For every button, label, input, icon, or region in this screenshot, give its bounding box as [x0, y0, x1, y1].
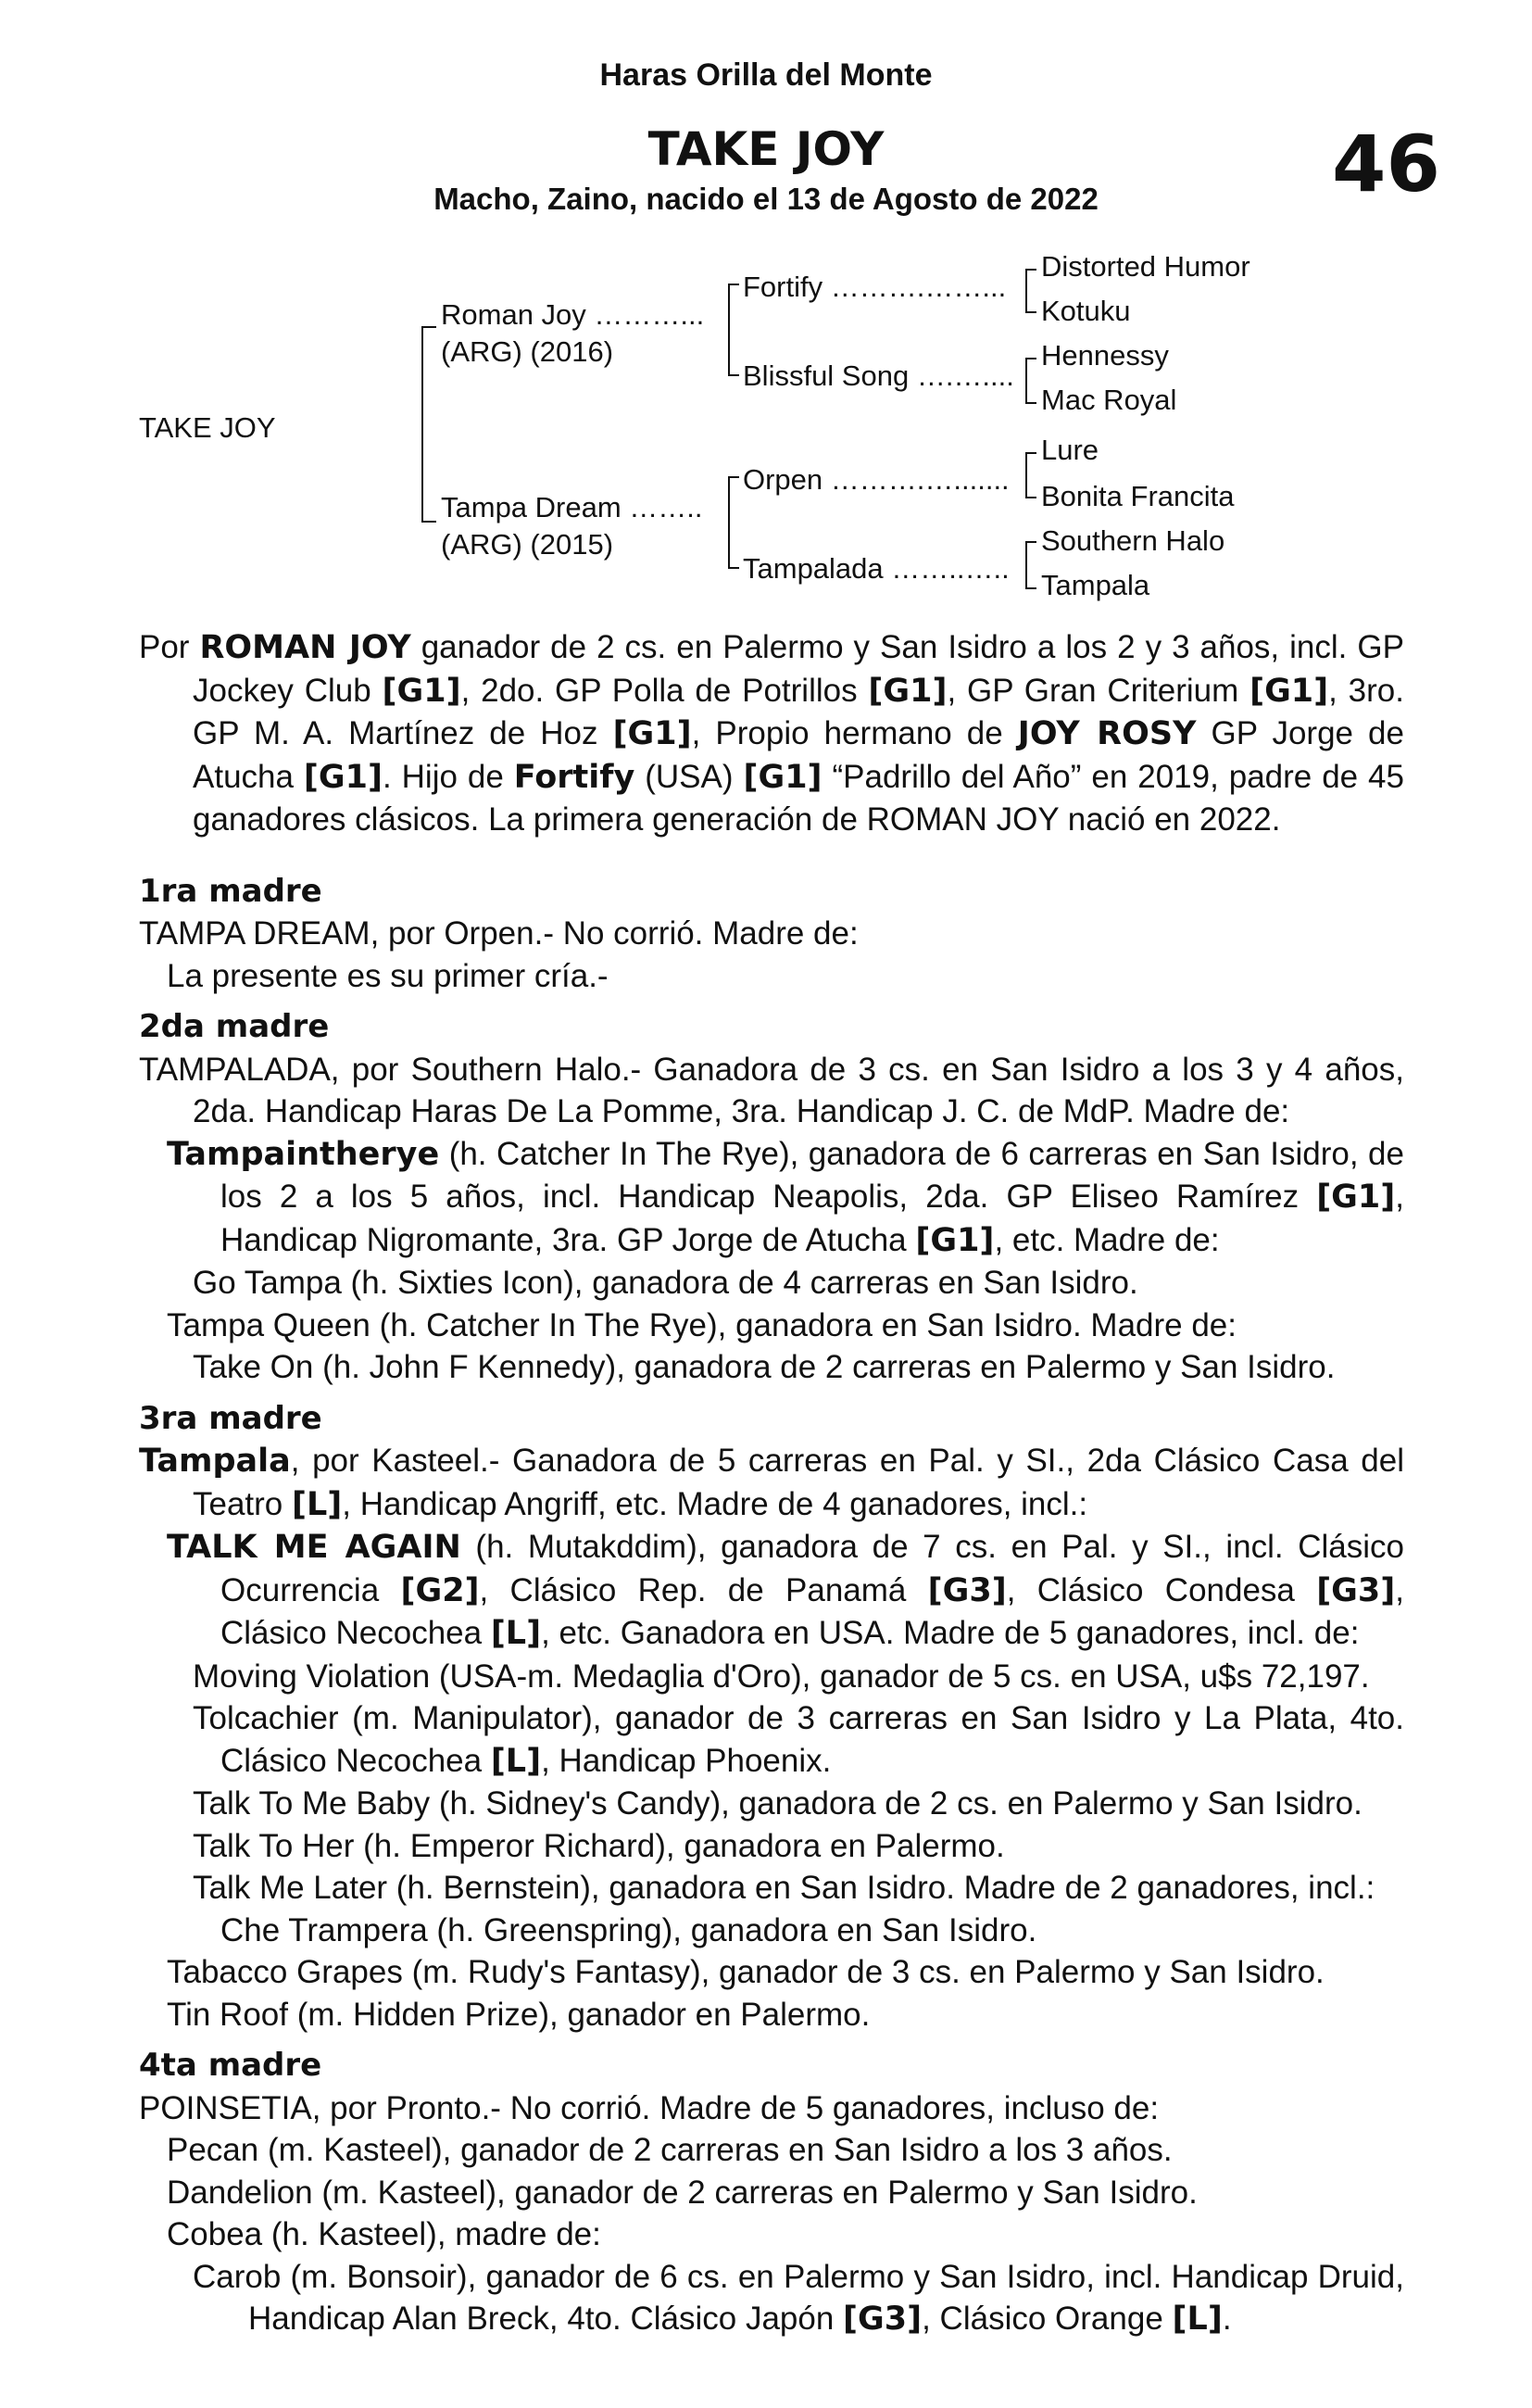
- pedigree-ddd: Tampala: [1041, 569, 1150, 601]
- text-line: La presente es su primer cría.-: [167, 957, 609, 994]
- text-line: Tampa Queen (h. Catcher In The Rye), ganadora en San Isidro. Madre de:: [167, 1306, 1237, 1343]
- text-line: Cobea (h. Kasteel), madre de:: [167, 2216, 601, 2252]
- pedigree-dam-sire: Orpen ……….….......: [743, 463, 1010, 496]
- pedigree-sire: Roman Joy ………...: [441, 298, 705, 331]
- catalog-text: [139, 626, 1404, 2341]
- pedigree-sds: Hennessy: [1041, 339, 1169, 372]
- text-line: Tabacco Grapes (m. Rudy's Fantasy), ganador de 3 cs. en Palermo y San Isidro.: [167, 1954, 1325, 1990]
- text-line: Tolcachier (m. Manipulator), ganador de 3 carreras en San Isidro y La Plata, 4to. Clásico Necochea [L], Handicap Phoenix.: [193, 1700, 1404, 1780]
- text-line: TAMPALADA, por Southern Halo.- Ganadora de 3 cs. en San Isidro a los 3 y 4 años, 2da. Handicap Haras De La Pomme, 3ra. Handicap J. C. de MdP. Madre de:: [139, 1051, 1404, 1129]
- horse-subtitle: Macho, Zaino, nacido el 13 de Agosto de 2022: [433, 182, 1099, 216]
- pedigree-dds: Southern Halo: [1041, 524, 1225, 557]
- section-heading-2da-madre: 2da madre: [139, 1008, 330, 1045]
- pedigree-dam-dam: Tampalada ……..…..: [743, 552, 1010, 585]
- section-heading-4ta-madre: 4ta madre: [139, 2047, 322, 2084]
- pedigree-sire-origin: (ARG) (2016): [441, 335, 614, 368]
- text-line: Go Tampa (h. Sixties Icon), ganadora de 4 carreras en San Isidro.: [193, 1265, 1138, 1301]
- text-line: Take On (h. John F Kennedy), ganadora de 2 carreras en Palermo y San Isidro.: [193, 1349, 1336, 1385]
- pedigree-bracket: [421, 326, 436, 523]
- pedigree-bracket: [1025, 358, 1036, 404]
- text-line: POINSETIA, por Pronto.- No corrió. Madre de 5 ganadores, incluso de:: [139, 2089, 1160, 2126]
- sire-name: ROMAN JOY: [199, 629, 411, 666]
- text-line: Talk Me Later (h. Bernstein), ganadora en San Isidro. Madre de 2 ganadores, incl.:: [193, 1870, 1375, 1906]
- pedigree-sire-dam: Blissful Song ….…....: [743, 359, 1014, 392]
- sire-paragraph: Por ROMAN JOY ganador de 2 cs. en Palermo y San Isidro a los 2 y 3 años, incl. GP Jockey Club [G1], 2do. GP Polla de Potrillos [G1], GP Gran Criterium [G1], 3ro. GP M. A. Martínez de Hoz [G1], Propio hermano de JOY ROSY GP Jorge de Atucha [G1]. Hijo de Fortify (USA) [G1] “Padrillo del Año” en 2019, padre de 45 ganadores clásicos. La primera generación de ROMAN JOY nació en 2022.: [139, 629, 1404, 838]
- section-heading-3ra-madre: 3ra madre: [139, 1399, 322, 1437]
- pedigree-sdd: Mac Royal: [1041, 384, 1177, 416]
- pedigree-bracket: [728, 284, 739, 376]
- pedigree-bracket: [1025, 452, 1036, 498]
- text-line: Pecan (m. Kasteel), ganador de 2 carreras en San Isidro a los 3 años.: [167, 2132, 1173, 2168]
- text-line: Tin Roof (m. Hidden Prize), ganador en Palermo.: [167, 1996, 871, 2033]
- lot-number: 46: [1332, 119, 1440, 209]
- pedigree-dam: Tampa Dream ……..: [441, 491, 703, 523]
- pedigree-dss: Lure: [1041, 434, 1099, 466]
- pedigree-sire-sire: Fortify ……….……...: [743, 271, 1007, 303]
- horse-name: TAKE JOY: [647, 122, 885, 176]
- pedigree-dsd: Bonita Francita: [1041, 480, 1235, 512]
- pedigree-sss: Distorted Humor: [1041, 250, 1250, 283]
- pedigree-bracket: [1025, 269, 1036, 313]
- text-line: TAMPA DREAM, por Orpen.- No corrió. Madre de:: [139, 915, 859, 952]
- text-line: Tampala, por Kasteel.- Ganadora de 5 carreras en Pal. y SI., 2da Clásico Casa del Teatro [L], Handicap Angriff, etc. Madre de 4 ganadores, incl.:: [139, 1443, 1404, 1523]
- pedigree-ssd: Kotuku: [1041, 295, 1131, 327]
- text-line: Talk To Me Baby (h. Sidney's Candy), ganadora de 2 cs. en Palermo y San Isidro.: [193, 1785, 1362, 1822]
- text-line: TALK ME AGAIN (h. Mutakddim), ganadora de 7 cs. en Pal. y SI., incl. Clásico Ocurrencia [G2], Clásico Rep. de Panamá [G3], Clásico Condesa [G3], Clásico Necochea [L], etc. Ganadora en USA. Madre de 5 ganadores, incl. de:: [167, 1529, 1404, 1652]
- pedigree-dam-origin: (ARG) (2015): [441, 528, 614, 561]
- section-heading-1ra-madre: 1ra madre: [139, 872, 322, 910]
- pedigree-bracket: [728, 476, 739, 569]
- text-line: Tampaintherye (h. Catcher In The Rye), ganadora de 6 carreras en San Isidro, de los 2 a los 5 años, incl. Handicap Neapolis, 2da. GP Eliseo Ramírez [G1], Handicap Nigromante, 3ra. GP Jorge de Atucha [G1], etc. Madre de:: [167, 1135, 1404, 1259]
- text-line: Carob (m. Bonsoir), ganador de 6 cs. en Palermo y San Isidro, incl. Handicap Druid, Handicap Alan Breck, 4to. Clásico Japón [G3], Clásico Orange [L].: [193, 2258, 1404, 2338]
- text-line: Moving Violation (USA-m. Medaglia d'Oro), ganador de 5 cs. en USA, u$s 72,197.: [193, 1658, 1370, 1695]
- text-line: Talk To Her (h. Emperor Richard), ganadora en Palermo.: [193, 1827, 1005, 1864]
- pedigree-subject: TAKE JOY: [139, 411, 276, 444]
- pedigree-bracket: [1025, 541, 1036, 589]
- breeder-name: Haras Orilla del Monte: [599, 57, 933, 93]
- text-line: Che Trampera (h. Greenspring), ganadora en San Isidro.: [220, 1911, 1037, 1948]
- text-line: Dandelion (m. Kasteel), ganador de 2 carreras en Palermo y San Isidro.: [167, 2174, 1198, 2211]
